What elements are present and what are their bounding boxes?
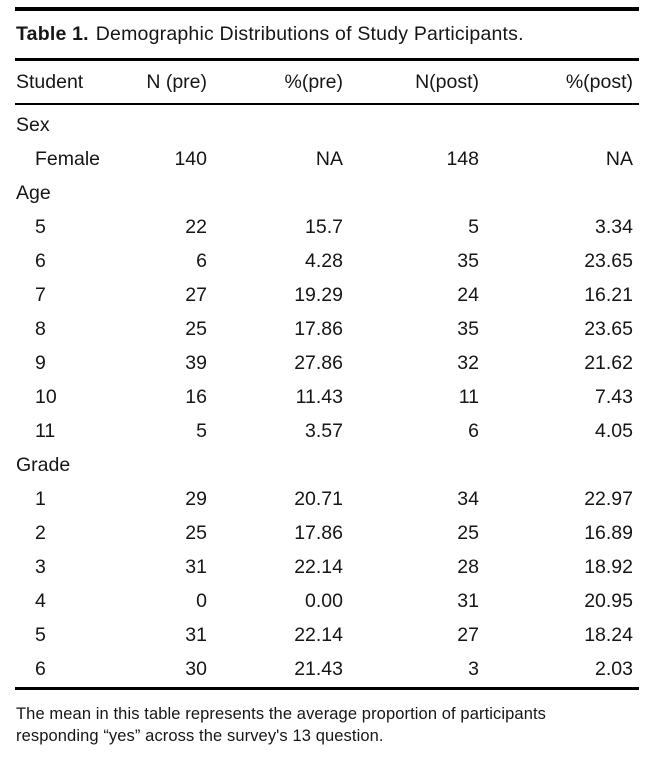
section-label: Age xyxy=(16,182,51,205)
table-cell: 30 xyxy=(185,658,207,681)
table-cell: 23.65 xyxy=(584,318,633,341)
table-cell: 28 xyxy=(457,556,479,579)
table-cell: 22 xyxy=(185,216,207,239)
table-row xyxy=(15,245,639,279)
table-cell: 16.89 xyxy=(584,522,633,545)
section-row xyxy=(15,449,639,483)
table-cell: 35 xyxy=(457,318,479,341)
table-cell: 18.92 xyxy=(584,556,633,579)
table-cell: 27 xyxy=(185,284,207,307)
table-row xyxy=(15,347,639,381)
row-label: 11 xyxy=(35,420,56,443)
table-row xyxy=(15,517,639,551)
table-cell: 35 xyxy=(457,250,479,273)
table-cell: 31 xyxy=(185,556,207,579)
table-row xyxy=(15,585,639,619)
section-row xyxy=(15,104,639,143)
table-cell: 32 xyxy=(457,352,479,375)
row-label: 1 xyxy=(35,488,46,511)
table-cell: 4.05 xyxy=(595,420,633,443)
row-label: 7 xyxy=(35,284,46,307)
column-header: Student xyxy=(16,71,84,94)
row-label: 5 xyxy=(35,216,46,239)
table-caption xyxy=(16,22,639,46)
table-cell: 25 xyxy=(185,318,207,341)
table-cell: 15.7 xyxy=(305,216,343,239)
table-caption-text: Demographic Distributions of Study Participants. xyxy=(95,23,524,45)
row-label: 10 xyxy=(35,386,57,409)
table-cell: 19.29 xyxy=(294,284,343,307)
table-cell: NA xyxy=(315,148,343,171)
table-cell: 20.95 xyxy=(584,590,633,613)
column-header: %(pre) xyxy=(284,71,343,94)
table-row xyxy=(15,381,639,415)
table-cell: 6 xyxy=(468,420,479,443)
table-header xyxy=(15,61,639,104)
table-number-label: Table 1. xyxy=(16,23,89,45)
table-cell: 5 xyxy=(468,216,479,239)
table-row xyxy=(15,551,639,585)
table-cell: 22.14 xyxy=(294,556,343,579)
table-footnote: The mean in this table represents the average proportion of participants responding “yes” across the survey's 13 question. xyxy=(16,704,547,746)
row-label: Female xyxy=(35,148,101,171)
table-cell: 2.03 xyxy=(595,658,633,681)
table-cell: 0 xyxy=(196,590,207,613)
table-cell: 3.57 xyxy=(305,420,343,443)
table-cell: 25 xyxy=(457,522,479,545)
row-label: 9 xyxy=(35,352,46,375)
table-cell: 25 xyxy=(185,522,207,545)
table-cell: 23.65 xyxy=(584,250,633,273)
column-header: N (pre) xyxy=(146,71,207,94)
table-cell: 29 xyxy=(185,488,207,511)
column-header: %(post) xyxy=(565,71,633,94)
table-cell: 27.86 xyxy=(294,352,343,375)
table-cell: 18.24 xyxy=(584,624,633,647)
table-cell: 22.97 xyxy=(584,488,633,511)
table-cell: 22.14 xyxy=(294,624,343,647)
row-label: 6 xyxy=(35,250,46,273)
table-body xyxy=(15,104,639,687)
table-cell: 4.28 xyxy=(305,250,343,273)
section-label: Sex xyxy=(16,114,50,137)
demographics-table xyxy=(15,61,639,687)
table-cell: 21.43 xyxy=(294,658,343,681)
table-cell: 39 xyxy=(185,352,207,375)
row-label: 4 xyxy=(35,590,46,613)
section-label: Grade xyxy=(16,454,71,477)
table-cell: 6 xyxy=(196,250,207,273)
table-cell: 21.62 xyxy=(584,352,633,375)
table-cell: 31 xyxy=(457,590,479,613)
table-cell: 3 xyxy=(468,658,479,681)
row-label: 6 xyxy=(35,658,46,681)
table-row xyxy=(15,143,639,177)
table-cell: 0.00 xyxy=(305,590,343,613)
table-cell: 24 xyxy=(457,284,479,307)
table-cell: 148 xyxy=(446,148,479,171)
top-rule xyxy=(15,7,639,11)
table-cell: 16 xyxy=(185,386,207,409)
table-row xyxy=(15,653,639,687)
table-row xyxy=(15,211,639,245)
table-row xyxy=(15,483,639,517)
row-label: 2 xyxy=(35,522,46,545)
table-cell: 7.43 xyxy=(595,386,633,409)
table-cell: 5 xyxy=(196,420,207,443)
table-cell: 34 xyxy=(457,488,479,511)
table-cell: 27 xyxy=(457,624,479,647)
table-row xyxy=(15,619,639,653)
table-cell: 17.86 xyxy=(294,522,343,545)
table-cell: 20.71 xyxy=(294,488,343,511)
column-header: N(post) xyxy=(415,71,479,94)
table-row xyxy=(15,279,639,313)
table-cell: 3.34 xyxy=(595,216,633,239)
table-row xyxy=(15,415,639,449)
row-label: 3 xyxy=(35,556,46,579)
table-cell: 140 xyxy=(174,148,207,171)
row-label: 8 xyxy=(35,318,46,341)
table-cell: 11 xyxy=(458,386,479,409)
row-label: 5 xyxy=(35,624,46,647)
table-cell: 11.43 xyxy=(295,386,343,409)
table-cell: 31 xyxy=(185,624,207,647)
table-row xyxy=(15,313,639,347)
section-row xyxy=(15,177,639,211)
header-row xyxy=(15,61,639,104)
table-cell: NA xyxy=(605,148,633,171)
table-cell: 16.21 xyxy=(584,284,633,307)
bottom-rule xyxy=(15,687,639,690)
table-cell: 17.86 xyxy=(294,318,343,341)
